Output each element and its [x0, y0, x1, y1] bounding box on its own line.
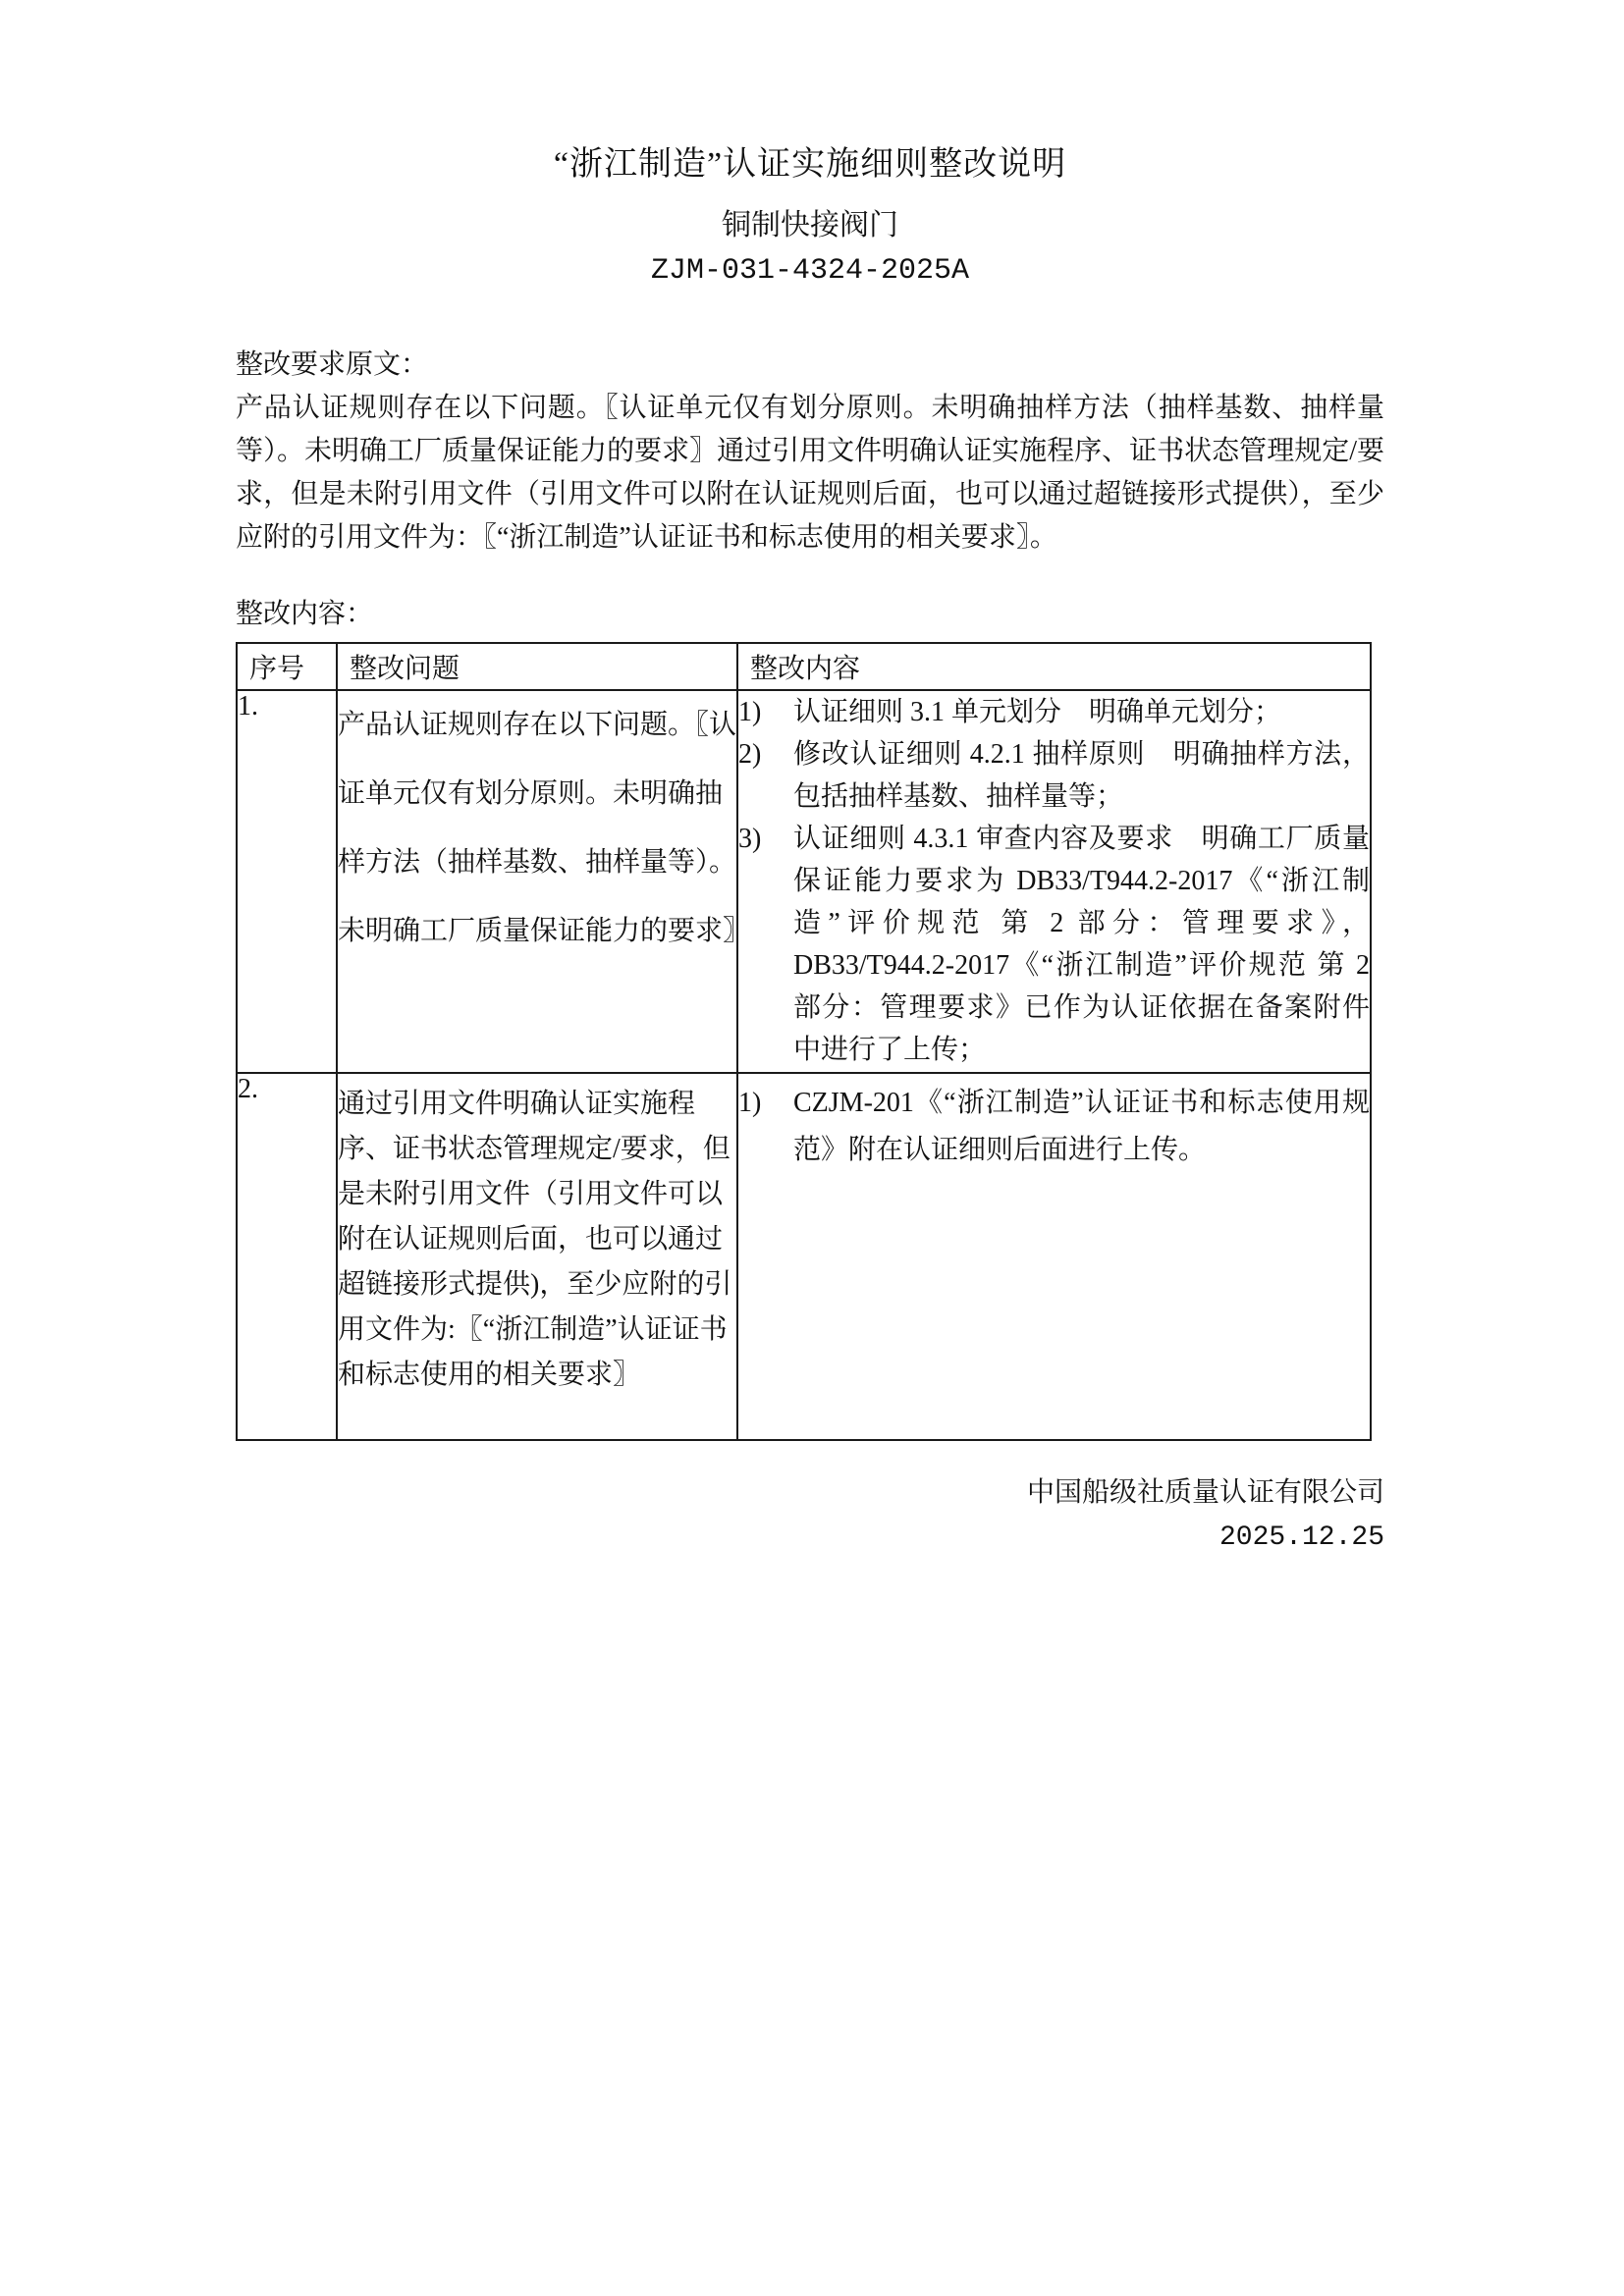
action-marker: 1)	[738, 1088, 762, 1118]
table-row	[237, 690, 1371, 1073]
header-action: 整改内容	[737, 643, 1371, 690]
action-item	[738, 1080, 1370, 1174]
section-body-request: 产品认证规则存在以下问题。〖认证单元仅有划分原则。未明确抽样方法（抽样基数、抽样量等）。未明确工厂质量保证能力的要求〗通过引用文件明确认证实施程序、证书状态管理规定/要求，但是未附引用文件（引用文件可以附在认证规则后面，也可以通过超链接形式提供），至少应附的引用文件为：〖“浙江制造”认证证书和标志使用的相关要求〗。	[236, 393, 1384, 553]
row-problem: 产品认证规则存在以下问题。〖认证单元仅有划分原则。未明确抽样方法（抽样基数、抽样量等）。未明确工厂质量保证能力的要求〗	[337, 690, 737, 1073]
action-text: 认证细则 4.3.1 审查内容及要求 明确工厂质量保证能力要求为 DB33/T944.2-2017《“浙江制造”评价规范 第 2 部分：管理要求》，DB33/T944.2-2017《“浙江制造”评价规范 第 2 部分：管理要求》已作为认证依据在备案附件中进行了上传；	[793, 824, 1370, 1065]
section-heading-request: 整改要求原文：	[236, 349, 429, 380]
action-item	[738, 818, 1370, 1071]
action-item	[738, 691, 1370, 733]
signature-company: 中国船级社质量认证有限公司	[1026, 1477, 1384, 1508]
row-number: 2.	[237, 1073, 337, 1440]
row-number: 1.	[237, 690, 337, 1073]
page-title: “浙江制造”认证实施细则整改说明	[553, 146, 1067, 183]
action-marker: 2)	[738, 739, 762, 770]
rectification-table	[236, 642, 1372, 1441]
section-heading-content: 整改内容：	[236, 599, 374, 629]
table-header-row	[237, 643, 1371, 690]
action-item	[738, 733, 1370, 818]
header-problem: 整改问题	[337, 643, 737, 690]
rule-code: ZJM-031-4324-2025A	[650, 254, 970, 288]
action-text: 修改认证细则 4.2.1 抽样原则 明确抽样方法，包括抽样基数、抽样量等；	[793, 739, 1370, 812]
product-name: 铜制快接阀门	[722, 209, 898, 241]
action-text: 认证细则 3.1 单元划分 明确单元划分；	[793, 697, 1282, 727]
action-marker: 1)	[738, 697, 762, 727]
action-marker: 3)	[738, 824, 762, 854]
signature-date: 2025.12.25	[1218, 1522, 1384, 1553]
action-text: CZJM-201《“浙江制造”认证证书和标志使用规范》附在认证细则后面进行上传。	[793, 1088, 1370, 1165]
header-no: 序号	[237, 643, 337, 690]
row-actions	[737, 690, 1371, 1073]
table-row	[237, 1073, 1371, 1440]
row-actions	[737, 1073, 1371, 1440]
row-problem: 通过引用文件明确认证实施程序、证书状态管理规定/要求，但是未附引用文件（引用文件可以附在认证规则后面，也可以通过超链接形式提供)，至少应附的引用文件为:〖“浙江制造”认证证书和标志使用的相关要求〗	[337, 1073, 737, 1440]
